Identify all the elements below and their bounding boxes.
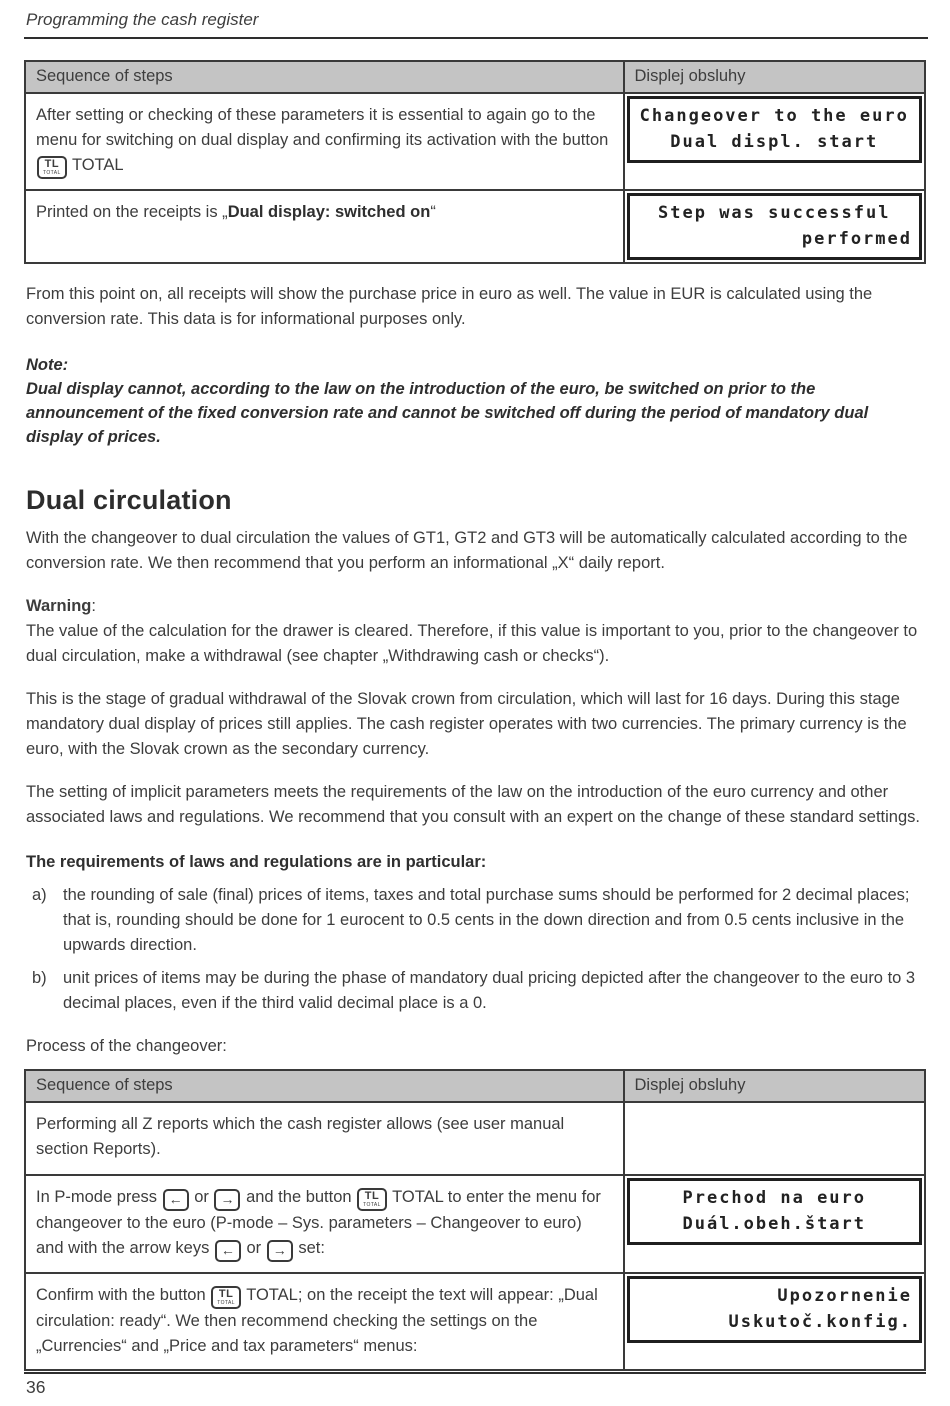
lcd-line: Changeover to the euro <box>639 106 909 126</box>
right-arrow-key-icon: → <box>214 1189 240 1211</box>
right-arrow-key-icon: → <box>267 1240 293 1262</box>
lcd-display <box>627 193 923 260</box>
table-header-row <box>25 1070 925 1102</box>
requirements-heading: The requirements of laws and regulations are in particular: <box>26 853 487 871</box>
lcd-display <box>627 1276 923 1343</box>
note-body: Dual display cannot, according to the law on the introduction of the euro, be switched on prior to the announcement of the fixed conversion rate and cannot be switched off during the period of mandatory dual display of prices. <box>26 380 869 446</box>
table-row <box>25 93 925 190</box>
lcd-display <box>627 96 923 163</box>
step-text: Confirm with the button TL TOTAL TOTAL; on the receipt the text will appear: „Dual circulation: ready“. We then recommend checking the settings on the „Currencies“ and „Price and tax parameters“ menus: <box>25 1273 624 1370</box>
page-footer <box>24 1372 926 1398</box>
lcd-line: performed <box>801 229 912 249</box>
column-header-sequence: Sequence of steps <box>25 61 624 93</box>
paragraph: This is the stage of gradual withdrawal of the Slovak crown from circulation, which will last for 16 days. During this stage mandatory dual display of prices still applies. The cash register operates with two currencies. The primary currency is the euro, with the Slovak crown as the secondary currency. <box>26 690 907 758</box>
table-header-row <box>25 61 925 93</box>
warning-label: Warning <box>26 597 92 615</box>
column-header-sequence: Sequence of steps <box>25 1070 624 1102</box>
list-text: the rounding of sale (final) prices of items, taxes and total purchase sums should be performed for 2 decimal places; that is, rounding should be done for 1 eurocent to 0.5 cents in the down direction and from 0.5 cents inclusive in the upwards direction. <box>63 886 910 954</box>
warning-body: The value of the calculation for the drawer is cleared. Therefore, if this value is important to you, prior to the changeover to dual circulation, make a withdrawal (see chapter „Withdrawing cash or checks“). <box>26 622 918 665</box>
left-arrow-key-icon: ← <box>163 1189 189 1211</box>
display-cell <box>624 1102 926 1175</box>
paragraph: The setting of implicit parameters meets the requirements of the law on the introduction of the euro currency and other associated laws and regulations. We recommend that you consult with an expert on the change of these standard settings. <box>26 783 920 826</box>
process-label: Process of the changeover: <box>26 1037 227 1055</box>
note-block <box>26 353 924 449</box>
lcd-line: Upozornenie <box>777 1286 912 1306</box>
lcd-line: Dual displ. start <box>670 132 879 152</box>
table-row <box>25 190 925 263</box>
note-label: Note: <box>26 356 69 374</box>
lcd-display <box>627 1178 923 1245</box>
warning-colon: : <box>91 597 96 615</box>
column-header-display: Displej obsluhy <box>624 61 926 93</box>
list-marker: b) <box>32 969 47 987</box>
section-title: Dual circulation <box>26 485 232 515</box>
lcd-line: Uskutoč.konfig. <box>728 1312 912 1332</box>
tl-total-key-icon: TL TOTAL <box>211 1286 241 1309</box>
lcd-line: Step was successful <box>658 203 891 223</box>
page-number: 36 <box>26 1377 46 1397</box>
running-head: Programming the cash register <box>24 6 928 39</box>
paragraph: With the changeover to dual circulation the values of GT1, GT2 and GT3 will be automatically calculated according to the conversion rate. We then recommend that you perform an informational „X“ daily report. <box>26 529 908 572</box>
table-row <box>25 1273 925 1370</box>
paragraph: From this point on, all receipts will show the purchase price in euro as well. The value in EUR is calculated using the conversion rate. This data is for informational purposes only. <box>26 285 873 328</box>
list-item <box>26 883 924 958</box>
tl-total-key-icon: TL TOTAL <box>37 156 67 179</box>
steps-table-1 <box>24 60 926 264</box>
list-text: unit prices of items may be during the phase of mandatory dual pricing depicted after the changeover to the euro to 3 decimal places, even if the third valid decimal place is a 0. <box>63 969 916 1012</box>
warning-paragraph <box>26 594 924 669</box>
display-cell <box>624 1273 926 1370</box>
left-arrow-key-icon: ← <box>215 1240 241 1262</box>
display-cell <box>624 1175 926 1273</box>
lcd-line: Prechod na euro <box>682 1188 867 1208</box>
bold-text: Dual display: switched on <box>227 203 431 221</box>
step-text: In P-mode press ← or → and the button TL TOTAL TOTAL to enter the menu for changeover to the euro (P-mode – Sys. parameters – Changeover to euro) and with the arrow keys ← or → set: <box>25 1175 624 1273</box>
table-row <box>25 1175 925 1273</box>
display-cell <box>624 93 926 190</box>
step-text: Printed on the receipts is „Dual display: switched on“ <box>25 190 624 263</box>
step-text: After setting or checking of these parameters it is essential to again go to the menu for switching on dual display and confirming its activation with the button TL TOTAL TOTAL <box>25 93 624 190</box>
lcd-line: Duál.obeh.štart <box>682 1214 867 1234</box>
list-marker: a) <box>32 886 47 904</box>
tl-total-key-icon: TL TOTAL <box>357 1188 387 1211</box>
column-header-display: Displej obsluhy <box>624 1070 926 1102</box>
step-text: Performing all Z reports which the cash register allows (see user manual section Reports). <box>25 1102 624 1175</box>
display-cell <box>624 190 926 263</box>
steps-table-2 <box>24 1069 926 1371</box>
list-item <box>26 966 924 1016</box>
table-row <box>25 1102 925 1175</box>
